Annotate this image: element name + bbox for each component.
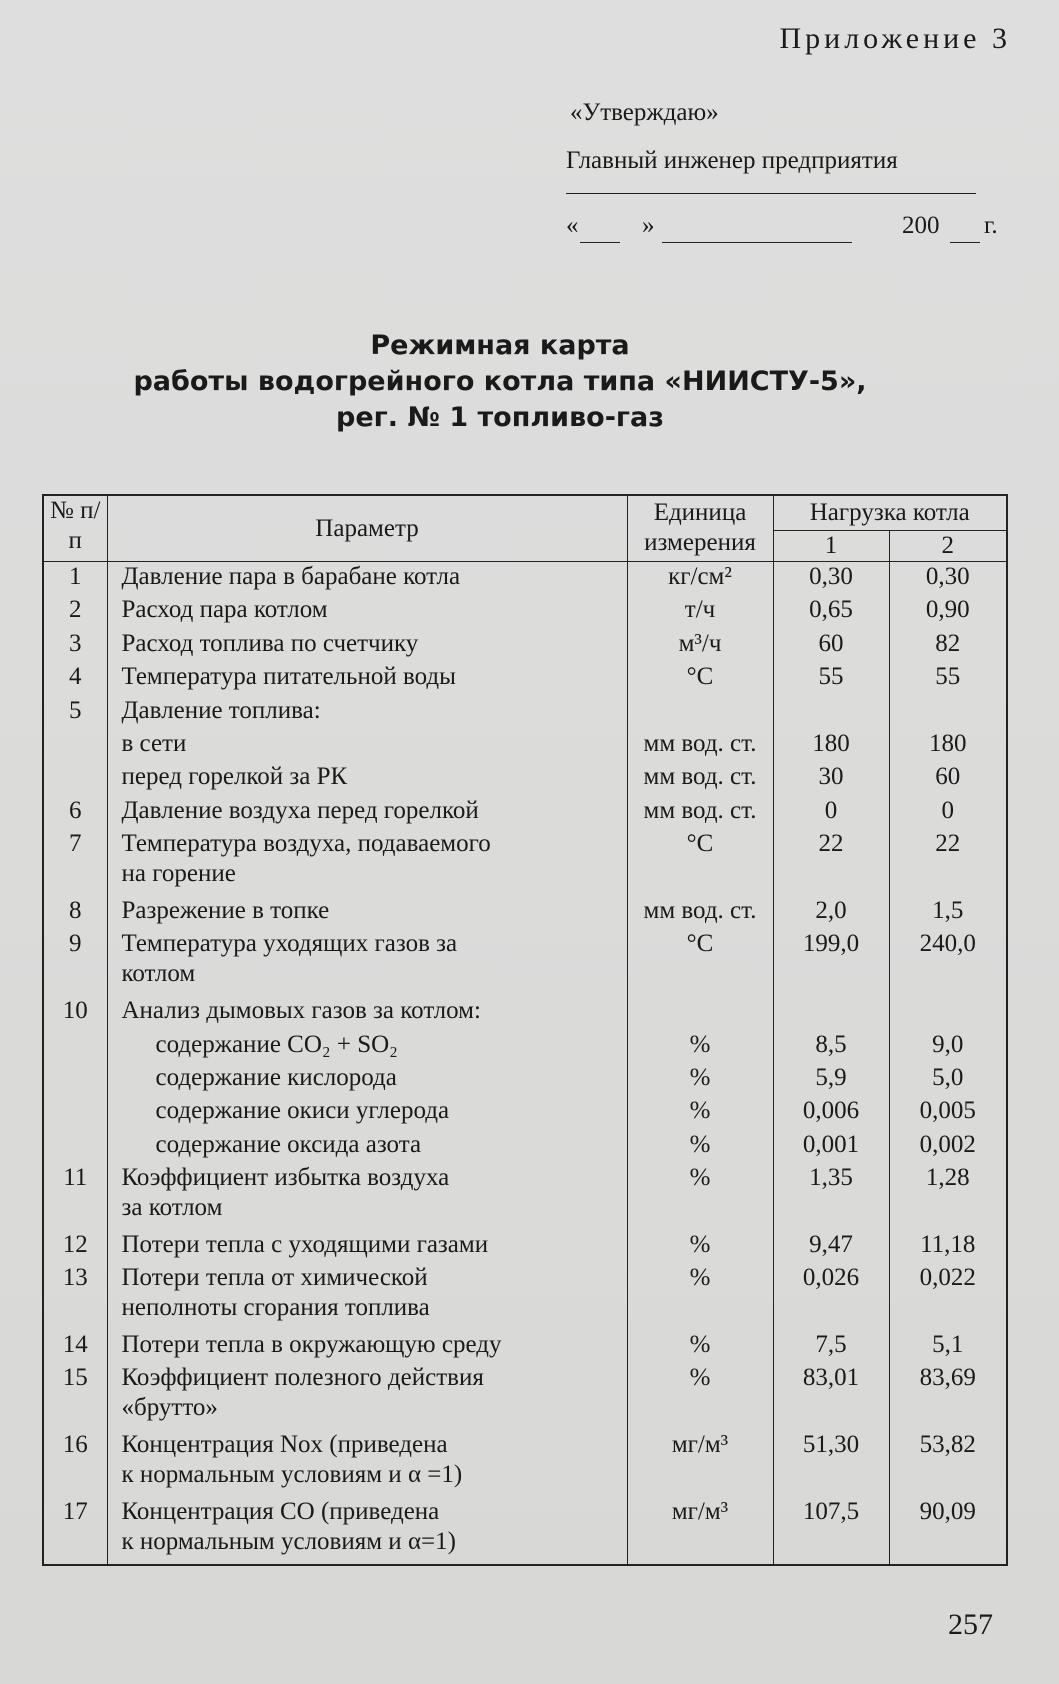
parameter-text: содержание кислорода	[155, 1063, 397, 1091]
row-load-2: 0	[889, 796, 1007, 829]
table-row	[43, 629, 1007, 662]
row-parameter	[107, 1330, 627, 1363]
row-number	[43, 1096, 107, 1129]
approval-date	[566, 208, 1026, 244]
table-row	[43, 896, 1007, 929]
parameter-text: содержание окиси углерода	[155, 1097, 450, 1125]
table-row	[43, 1230, 1007, 1263]
row-number: 7	[43, 829, 107, 896]
table-row	[43, 1263, 1007, 1330]
row-load-2: 83,69	[889, 1363, 1007, 1430]
row-unit: %	[627, 1363, 773, 1430]
parameter-text-continued: котлом	[121, 960, 196, 988]
row-parameter	[107, 1230, 627, 1263]
row-load-2: 180	[889, 729, 1007, 762]
row-parameter	[107, 796, 627, 829]
parameter-text: в сети	[121, 730, 187, 757]
header-unit: Единица измерения	[627, 495, 773, 562]
date-year-suffix: г.	[984, 212, 998, 239]
table-row	[43, 796, 1007, 829]
table-row	[43, 1130, 1007, 1163]
page-number: 257	[948, 1608, 993, 1641]
row-unit: мм вод. ст.	[627, 762, 773, 795]
row-number: 12	[43, 1230, 107, 1263]
row-unit	[627, 996, 773, 1029]
row-parameter	[107, 562, 627, 596]
row-load-2: 11,18	[889, 1230, 1007, 1263]
table-row	[43, 1063, 1007, 1096]
row-unit: мг/м³	[627, 1430, 773, 1497]
day-blank	[580, 242, 620, 243]
title-line-3: рег. № 1 топливо-газ	[336, 402, 664, 433]
row-unit: мм вод. ст.	[627, 729, 773, 762]
row-number: 13	[43, 1263, 107, 1330]
row-load-1: 2,0	[773, 896, 889, 929]
table-row	[43, 1330, 1007, 1363]
date-year: 200	[902, 212, 940, 239]
row-load-1: 0,006	[773, 1096, 889, 1129]
row-load-2: 0,90	[889, 595, 1007, 628]
row-load-2: 82	[889, 629, 1007, 662]
table-row	[43, 696, 1007, 729]
row-number: 14	[43, 1330, 107, 1363]
row-load-2: 55	[889, 662, 1007, 695]
row-load-2: 60	[889, 762, 1007, 795]
row-number: 5	[43, 696, 107, 729]
row-load-1: 1,35	[773, 1163, 889, 1230]
table-row	[43, 1363, 1007, 1430]
row-unit: %	[627, 1130, 773, 1163]
row-parameter	[107, 1363, 627, 1430]
parameter-text-continued: к нормальным условиям и α =1)	[121, 1461, 463, 1489]
parameter-text: Расход топлива по счетчику	[121, 629, 419, 657]
parameter-text: Температура воздуха, подаваемого	[121, 830, 491, 858]
row-load-2: 1,28	[889, 1163, 1007, 1230]
parameter-text: Концентрация СО (приведена	[121, 1497, 440, 1525]
parameter-text: Концентрация Nox (приведена	[121, 1431, 448, 1459]
table-row	[43, 1163, 1007, 1230]
signature-line	[566, 193, 976, 194]
row-parameter	[107, 595, 627, 628]
row-unit: мм вод. ст.	[627, 796, 773, 829]
row-number: 16	[43, 1430, 107, 1497]
row-number: 8	[43, 896, 107, 929]
header-num: № п/п	[43, 495, 107, 562]
table-row	[43, 729, 1007, 762]
row-unit: %	[627, 1163, 773, 1230]
row-parameter	[107, 729, 627, 762]
row-number: 17	[43, 1497, 107, 1565]
row-unit: кг/см²	[627, 562, 773, 596]
header-load: Нагрузка котла	[773, 495, 1007, 531]
row-load-2: 22	[889, 829, 1007, 896]
row-load-2	[889, 696, 1007, 729]
table-row	[43, 662, 1007, 695]
date-quote-open: «	[566, 212, 579, 239]
row-load-2: 5,0	[889, 1063, 1007, 1096]
mode-map-table	[42, 494, 1008, 1566]
row-load-1: 107,5	[773, 1497, 889, 1565]
row-load-2: 5,1	[889, 1330, 1007, 1363]
row-parameter	[107, 1130, 627, 1163]
row-unit: м³/ч	[627, 629, 773, 662]
row-number: 6	[43, 796, 107, 829]
row-load-2	[889, 996, 1007, 1029]
row-unit: %	[627, 1096, 773, 1129]
parameter-text: Коэффициент полезного действия	[121, 1364, 484, 1392]
row-load-2: 240,0	[889, 929, 1007, 996]
row-parameter	[107, 829, 627, 896]
row-parameter	[107, 1430, 627, 1497]
parameter-text-continued: за котлом	[121, 1194, 223, 1222]
row-number	[43, 1130, 107, 1163]
header-load-1: 1	[773, 531, 889, 562]
row-parameter	[107, 896, 627, 929]
row-number	[43, 729, 107, 762]
row-load-1: 199,0	[773, 929, 889, 996]
appendix-label: Приложение 3	[779, 22, 1011, 55]
parameter-text: Температура питательной воды	[121, 663, 456, 691]
parameter-text: содержание оксида азота	[155, 1130, 422, 1158]
row-parameter	[107, 1030, 627, 1063]
table-row	[43, 595, 1007, 628]
row-load-1: 0,001	[773, 1130, 889, 1163]
parameter-text: перед горелкой за РК	[121, 763, 348, 791]
row-load-1: 0	[773, 796, 889, 829]
row-unit: °С	[627, 929, 773, 996]
header-load-2: 2	[889, 531, 1007, 562]
table-body	[43, 562, 1007, 1566]
table-row	[43, 762, 1007, 795]
parameter-text: Разрежение в топке	[121, 896, 330, 924]
parameter-text: содержание CO₂ + SO₂	[155, 1030, 398, 1058]
table-row	[43, 1096, 1007, 1129]
approval-position: Главный инженер предприятия	[566, 147, 898, 174]
row-load-1	[773, 996, 889, 1029]
row-load-1	[773, 696, 889, 729]
row-unit: %	[627, 1230, 773, 1263]
parameter-text-continued: к нормальным условиям и α=1)	[121, 1527, 456, 1555]
row-number: 9	[43, 929, 107, 996]
header-param: Параметр	[107, 495, 627, 562]
title-line-2: работы водогрейного котла типа «НИИСТУ-5»,	[133, 366, 867, 397]
row-load-2: 9,0	[889, 1030, 1007, 1063]
table-row	[43, 1497, 1007, 1565]
parameter-text: Потери тепла от химической	[121, 1264, 428, 1292]
year-blank	[950, 242, 980, 243]
row-unit: т/ч	[627, 595, 773, 628]
row-load-1: 0,30	[773, 562, 889, 596]
approval-block	[566, 95, 1026, 244]
document-title	[0, 328, 1000, 436]
row-load-1: 0,026	[773, 1263, 889, 1330]
row-parameter	[107, 629, 627, 662]
row-number	[43, 762, 107, 795]
row-load-2: 0,005	[889, 1096, 1007, 1129]
row-number: 1	[43, 562, 107, 596]
row-number: 10	[43, 996, 107, 1029]
parameter-text: Потери тепла с уходящими газами	[121, 1230, 489, 1258]
row-unit: %	[627, 1030, 773, 1063]
row-load-2: 0,002	[889, 1130, 1007, 1163]
table-row	[43, 996, 1007, 1029]
row-load-1: 0,65	[773, 595, 889, 628]
row-number	[43, 1063, 107, 1096]
row-load-1: 9,47	[773, 1230, 889, 1263]
parameter-text: Температура уходящих газов за	[121, 930, 458, 958]
row-parameter	[107, 662, 627, 695]
row-parameter	[107, 1263, 627, 1330]
row-unit: мг/м³	[627, 1497, 773, 1565]
row-parameter	[107, 762, 627, 795]
parameter-text: Анализ дымовых газов за котлом:	[121, 997, 481, 1025]
row-number: 4	[43, 662, 107, 695]
parameter-text-continued: на горение	[121, 860, 236, 888]
row-load-1: 7,5	[773, 1330, 889, 1363]
row-load-2: 1,5	[889, 896, 1007, 929]
row-parameter	[107, 996, 627, 1029]
row-load-1: 5,9	[773, 1063, 889, 1096]
row-parameter	[107, 1497, 627, 1565]
table-row	[43, 829, 1007, 896]
parameter-text: Давление пара в барабане котла	[121, 563, 461, 590]
row-load-1: 22	[773, 829, 889, 896]
row-load-1: 55	[773, 662, 889, 695]
row-number: 3	[43, 629, 107, 662]
month-blank	[662, 242, 852, 243]
parameter-text: Расход пара котлом	[121, 596, 328, 624]
row-load-1: 8,5	[773, 1030, 889, 1063]
row-unit: °С	[627, 829, 773, 896]
table-row	[43, 929, 1007, 996]
date-quote-close: »	[642, 212, 655, 239]
row-load-1: 60	[773, 629, 889, 662]
row-load-2: 53,82	[889, 1430, 1007, 1497]
table-row	[43, 562, 1007, 596]
title-line-1: Режимная карта	[370, 330, 630, 361]
row-load-2: 0,30	[889, 562, 1007, 596]
parameter-text: Коэффициент избытка воздуха	[121, 1164, 450, 1192]
row-parameter	[107, 696, 627, 729]
row-unit: °С	[627, 662, 773, 695]
row-number: 15	[43, 1363, 107, 1430]
row-unit: %	[627, 1263, 773, 1330]
row-number: 11	[43, 1163, 107, 1230]
row-unit	[627, 696, 773, 729]
row-load-1: 180	[773, 729, 889, 762]
parameter-text: Давление топлива:	[121, 696, 321, 724]
parameter-text-continued: «брутто»	[121, 1394, 218, 1422]
table-row	[43, 1430, 1007, 1497]
row-parameter	[107, 929, 627, 996]
parameter-text: Давление воздуха перед горелкой	[121, 796, 479, 824]
row-load-2: 90,09	[889, 1497, 1007, 1565]
row-unit: %	[627, 1330, 773, 1363]
row-parameter	[107, 1096, 627, 1129]
row-unit: мм вод. ст.	[627, 896, 773, 929]
parameter-text: Потери тепла в окружающую среду	[121, 1331, 502, 1359]
table-row	[43, 1030, 1007, 1063]
row-load-2: 0,022	[889, 1263, 1007, 1330]
row-load-1: 51,30	[773, 1430, 889, 1497]
row-number: 2	[43, 595, 107, 628]
row-parameter	[107, 1063, 627, 1096]
row-parameter	[107, 1163, 627, 1230]
approval-heading: «Утверждаю»	[570, 99, 719, 126]
row-unit: %	[627, 1063, 773, 1096]
row-number	[43, 1030, 107, 1063]
parameter-text-continued: неполноты сгорания топлива	[121, 1294, 430, 1322]
row-load-1: 30	[773, 762, 889, 795]
row-load-1: 83,01	[773, 1363, 889, 1430]
